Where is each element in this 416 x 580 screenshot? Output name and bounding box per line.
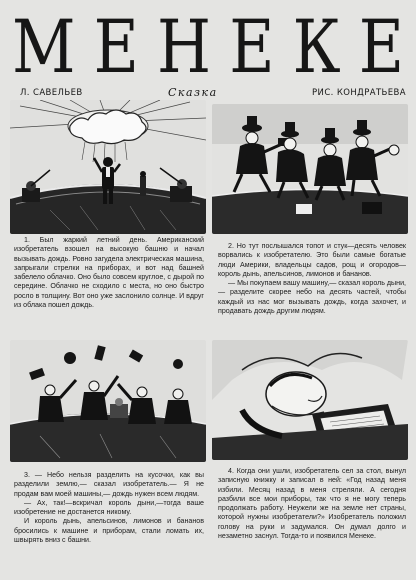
genre-label: Сказка <box>168 86 218 99</box>
title-letter: Е <box>93 3 139 90</box>
panel-4-caption <box>218 467 406 541</box>
caption-paragraph: 1. Был жаркий летний день. Американский изобретатель взошел на высокую башню и начал вызывать дождь. Ровно загудела электрическая машина, запрыгали стрелки на приборах, и вот над башней забелело облачко. Оно было совсем круглое, с дырой по середине. Облачко не сходило с места, но оно быстро росло в толщину. Вот оно уже заслонило солнце. И вдруг из облака пошел дождь. <box>14 236 204 310</box>
panel-1-caption <box>14 236 204 310</box>
illustration-smashing-machine <box>10 340 206 462</box>
title-letter: Е <box>358 3 404 90</box>
caption-paragraph: — Мы покупаем вашу машину,— сказал король дыни,— разделите скорее небо на десять частей, чтобы каждый из нас мог вызывать дождь, когда захочет, и продавать дождь другим людям. <box>218 279 406 316</box>
illustration-businessmen-rush <box>212 104 408 234</box>
title-letter: К <box>292 3 341 90</box>
illustration-inventor-asleep <box>212 340 408 460</box>
story-title <box>12 3 404 90</box>
title-letter: М <box>12 3 76 90</box>
illustrator-byline: РИС. КОНДРАТЬЕВА <box>312 88 406 98</box>
caption-paragraph: 2. Но тут послышался топот и стук—десять человек ворвались к изобретателю. Это были самые богатые люди Америки, владельцы садов, рощ и огородов—король дынь, апельсинов, лимонов и бананов. <box>218 242 406 278</box>
caption-paragraph: 4. Когда они ушли, изобретатель сел за стол, вынул записную книжку и записал в ней: «Год назад меня избили. Месяц назад в меня стреляли. А сегодня разбили все мои приборы, так что я не могу теперь продолжать работу. Неужели же на земле нет страны, которой нужны изобретатели?» Изобретатель положил голову на руки и задумался. Он думал долго и незаметно заснул. Тогда-то и появился Менеке. <box>218 467 406 541</box>
title-letter: Н <box>157 3 212 90</box>
title-letter: Е <box>229 3 275 90</box>
caption-paragraph: И король дынь, апельсинов, лимонов и бананов бросились к машине и приборам, стали ломать их, швырять вниз с башни. <box>14 517 204 545</box>
panel-2-caption <box>218 242 406 316</box>
caption-paragraph: — Ах, так!—вскричал король дыни,—тогда ваше изобретение не достанется никому. <box>14 498 204 517</box>
illustration-inventor-tower <box>10 100 206 234</box>
author-byline: Л. САВЕЛЬЕВ <box>20 88 83 98</box>
caption-paragraph: 3. — Небо нельзя разделить на кусочки, как вы разделили землю,— сказал изобретатель.— Я не продам вам моей машины,— дождь нужен всем людям. <box>14 471 204 498</box>
panel-3-caption <box>14 471 204 545</box>
